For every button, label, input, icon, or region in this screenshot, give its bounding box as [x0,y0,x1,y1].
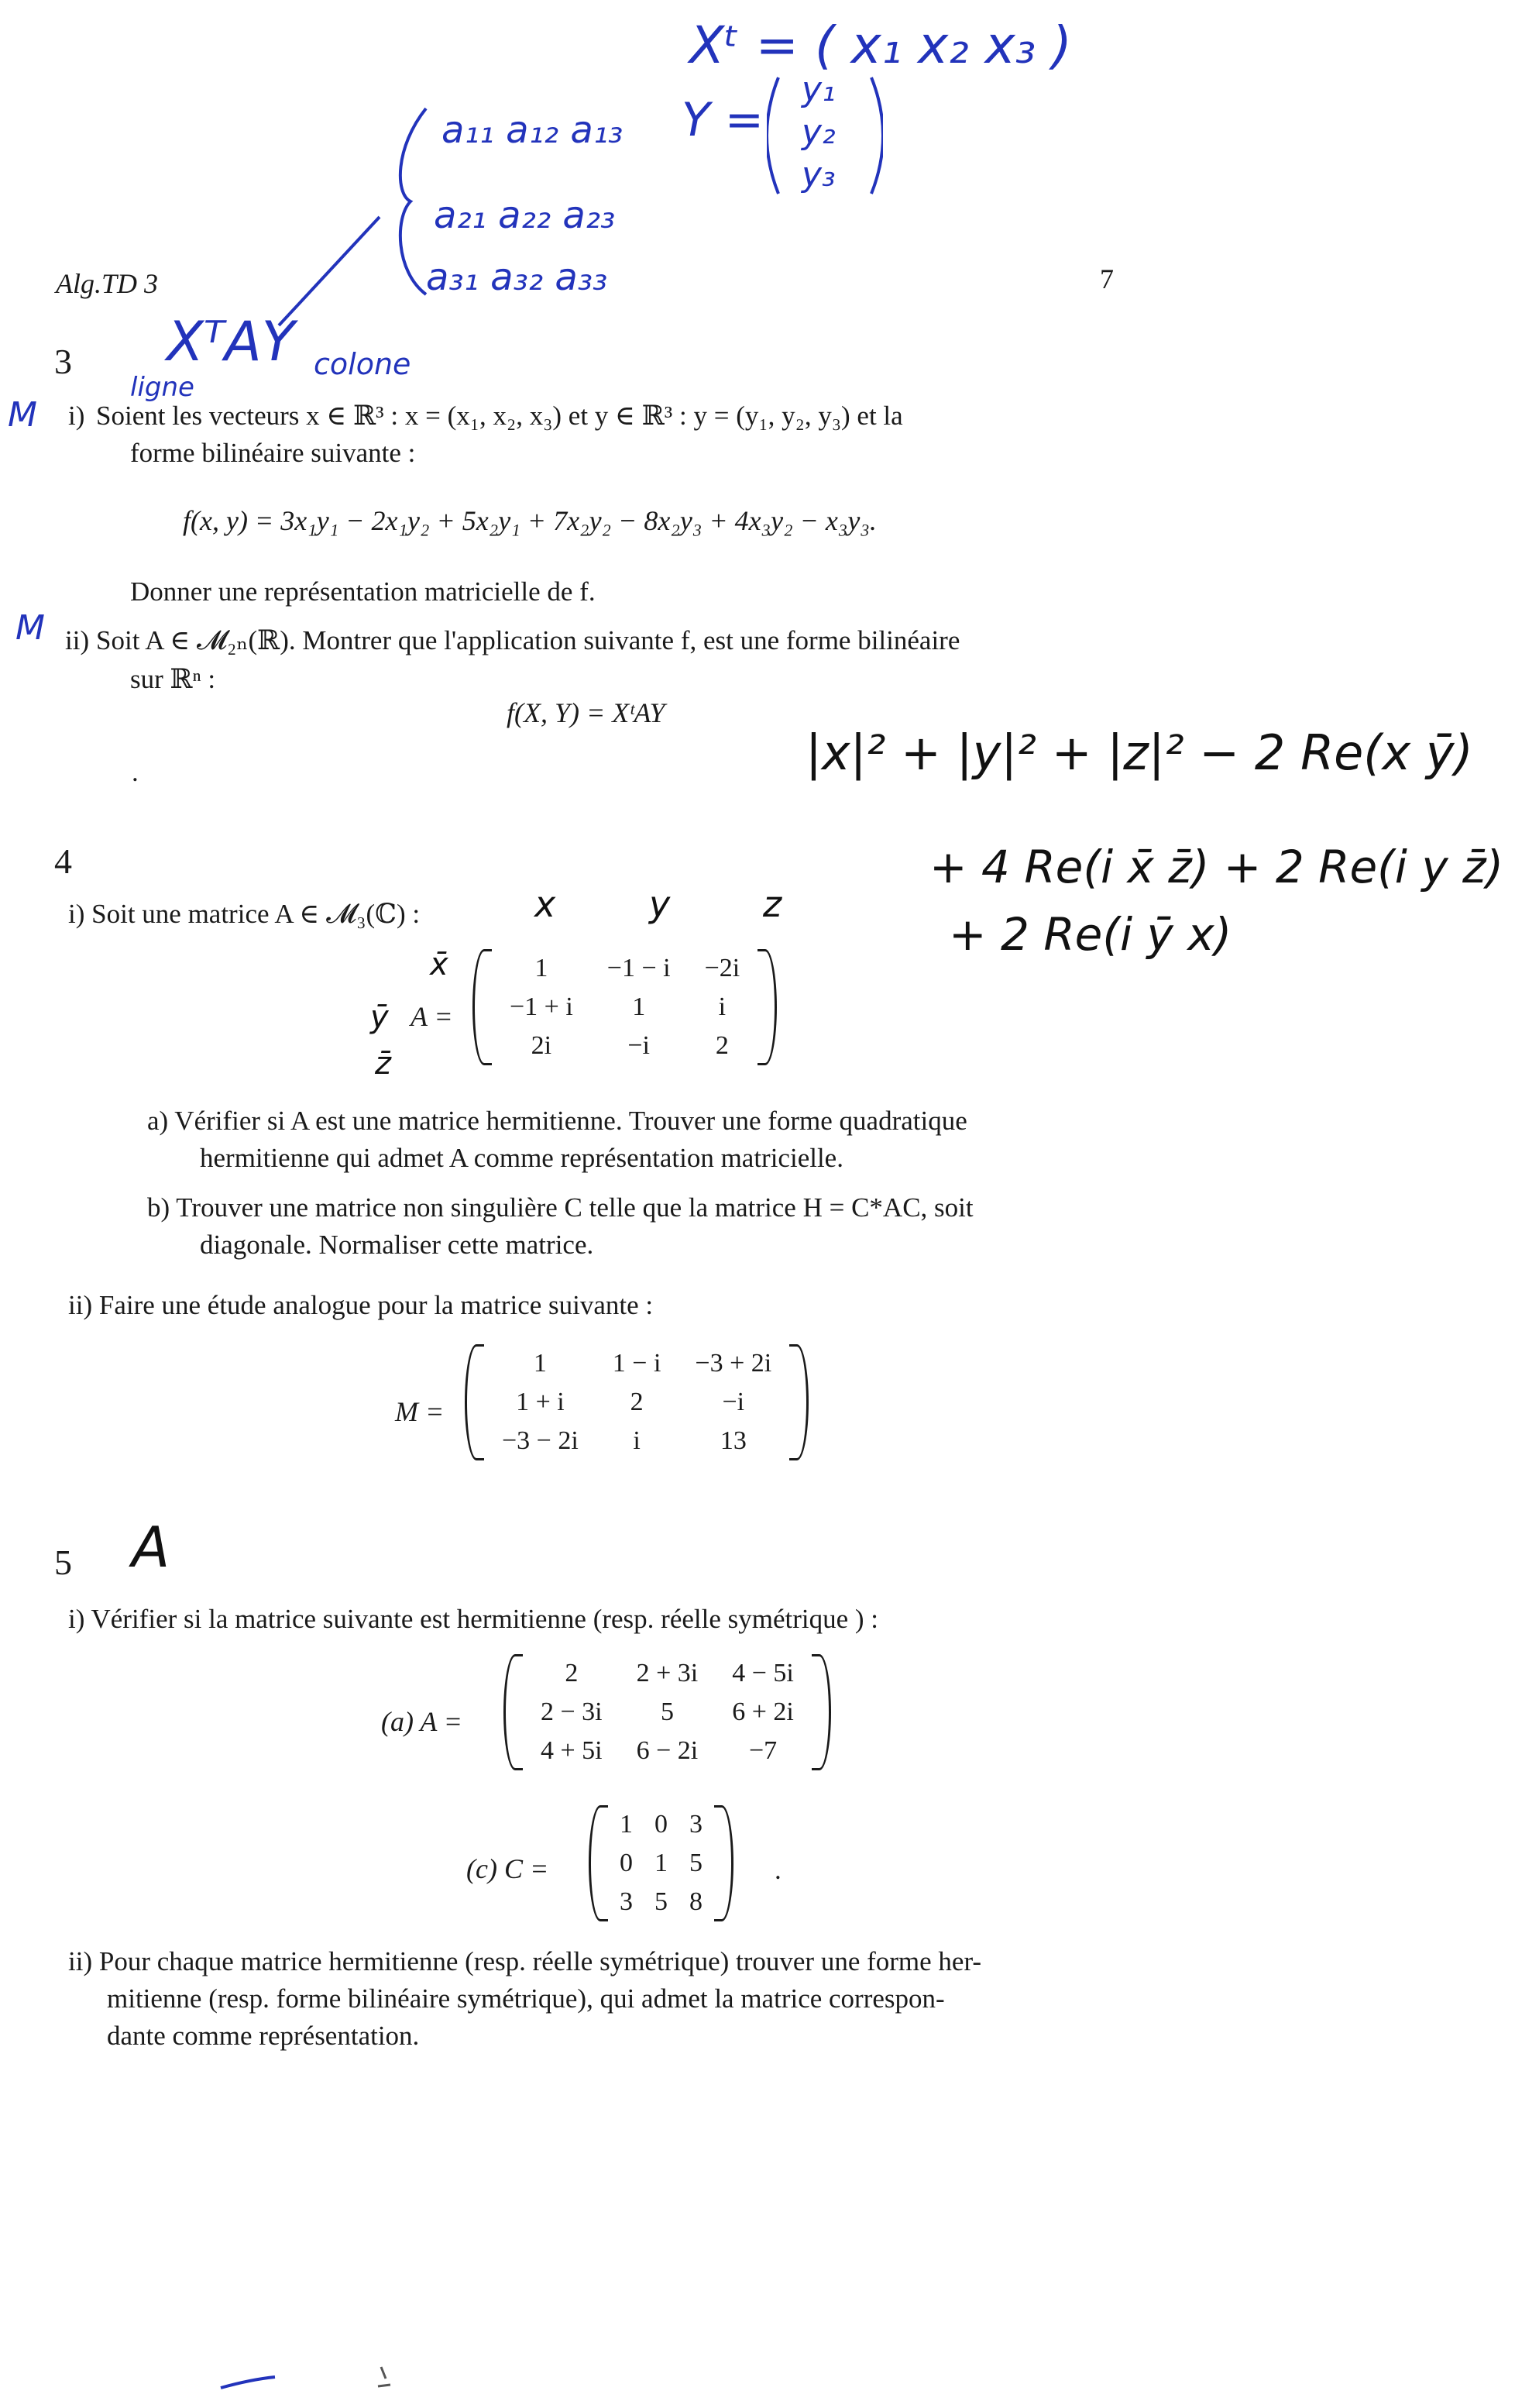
ex5-C-cell: 5 [654,1887,668,1916]
ex5-A-cell: 4 − 5i [732,1659,794,1687]
ex4-matrix-M-label: M = [395,1396,445,1427]
ex5-label-a: (a) A = [381,1706,462,1737]
handwritten-m-1: M [8,395,37,435]
ex4-M-cell: 13 [720,1426,747,1455]
ex3-item-i-line2: forme bilinéaire suivante : [130,438,416,468]
ex4-M-cell: −3 − 2i [502,1426,579,1455]
handwritten-xt-row: Xᵗ = ( x₁ x₂ x₃ ) [689,15,1072,75]
ex5-A-cell: 5 [660,1698,674,1726]
ex5-C-cell: 5 [689,1849,703,1877]
handwritten-a-row-1: a₁₁ a₁₂ a₁₃ [441,108,624,152]
handwritten-ligne: ligne [130,372,194,403]
ex4-M-cell: 1 − i [612,1349,661,1378]
ex5-label-c: (c) C = [466,1853,549,1884]
ex3-item-ii-line1: Soit A ∈ 𝓜₂ₙ(ℝ). Montrer que l'application suivante f, est une forme bilinéaire [96,625,960,655]
ex5-matrix-A [503,1654,831,1770]
ex5-A-cell: −7 [748,1736,778,1765]
ex3-item-i-question: Donner une représentation matricielle de f. [130,576,596,607]
page-number: 7 [1100,263,1114,294]
ex4-A-cell: 2 [715,1031,729,1060]
exercise-4-number: 4 [54,841,72,881]
ex5-A-cell: 6 − 2i [636,1736,699,1765]
ex3-item-ii-number: ii) [65,625,90,655]
ex3-formula-2: f(X, Y) = XᵗAY [507,697,665,728]
ex5-C-cell: 0 [620,1849,633,1877]
ex4-A-cell: 2i [531,1031,552,1060]
handwritten-row-x: x̄ [430,947,448,982]
ex5-A-cell: 6 + 2i [732,1698,794,1726]
ex3-item-ii-line2: sur ℝⁿ : [130,664,216,694]
ex4-b-line1: b) Trouver une matrice non singulière C telle que la matrice H = C*AC, soit [147,1192,974,1223]
ex5-matrix-c-period: . [775,1855,782,1885]
ex4-a-line1: a) Vérifier si A est une matrice hermitienne. Trouver une forme quadratique [147,1106,967,1136]
handwritten-col-z: z [763,883,782,925]
ex5-A-cell: 2 + 3i [636,1659,699,1687]
ex3-formula: f(x, y) = 3x₁y₁ − 2x₁y₂ + 5x₂y₁ + 7x₂y₂ − 8x₂y₃ + 4x₃y₂ − x₃y₃. [183,505,877,536]
handwritten-col-x: x [534,883,556,925]
ex4-A-cell: i [718,992,727,1021]
ex5-C-cell: 8 [689,1887,703,1916]
ex5-item-i: i) Vérifier si la matrice suivante est hermitienne (resp. réelle symétrique ) : [68,1604,879,1634]
handwritten-triangle-a: A [132,1515,170,1580]
ex5-C-cell: 3 [620,1887,633,1916]
ex5-C-cell: 3 [689,1810,703,1839]
handwritten-xtay: XᵀAY [167,310,295,373]
handwritten-col-y: y [649,883,671,925]
exercise-5-number: 5 [54,1543,72,1582]
handwritten-colone: colone [314,347,411,381]
ex4-A-cell: −2i [704,954,740,982]
handwritten-y3: y₃ [802,155,836,194]
ex3-stray-dot: . [132,757,139,787]
ex4-matrix-label: A = [411,1001,453,1032]
handwritten-a-row-3: a₃₁ a₃₂ a₃₃ [426,256,608,299]
ex4-M-cell: 2 [630,1388,644,1416]
ex5-ii-line1: ii) Pour chaque matrice hermitienne (resp. réelle symétrique) trouver une forme her- [68,1946,982,1976]
ex3-item-i-line1: Soient les vecteurs x ∈ ℝ³ : x = (x₁, x₂, x₃) et y ∈ ℝ³ : y = (y₁, y₂, y₃) et la [96,401,903,431]
ex4-a-line2: hermitienne qui admet A comme représentation matricielle. [200,1143,843,1173]
ex4-M-cell: 1 + i [516,1388,565,1416]
ex5-C-cell: 1 [620,1810,633,1839]
handwritten-y-equals: Y = [682,93,764,147]
handwritten-y1: y₁ [802,70,836,109]
ex5-A-cell: 2 [565,1659,579,1687]
ex4-M-cell: 1 [533,1349,547,1378]
ex4-M-cell: i [633,1426,641,1455]
ex5-ii-line2: mitienne (resp. forme bilinéaire symétrique), qui admet la matrice correspon- [107,1983,945,2014]
ex4-M-cell: −i [722,1388,745,1416]
ex4-A-cell: −1 − i [606,954,671,982]
ex5-matrix-C [589,1805,733,1921]
ex4-matrix-M [465,1344,809,1460]
ex4-M-cell: −3 + 2i [695,1349,772,1378]
ex4-A-cell: −i [627,1031,650,1060]
handwritten-y-vector [767,70,883,201]
pen-mark [217,2371,279,2394]
ex5-A-cell: 2 − 3i [541,1698,603,1726]
handwritten-expression-line2: + 4 Re(i x̄ z̄) + 2 Re(i y z̄) [929,841,1504,893]
ex3-item-i-number: i) [68,401,85,431]
ex4-item-i: i) Soit une matrice A ∈ 𝓜₃(ℂ) : [68,899,421,929]
exercise-3-number: 3 [54,342,72,381]
ex4-item-ii: ii) Faire une étude analogue pour la matrice suivante : [68,1290,654,1320]
ex5-C-cell: 1 [654,1849,668,1877]
handwritten-expression-line3: + 2 Re(i ȳ x) [949,908,1232,961]
handwritten-a-row-2: a₂₁ a₂₂ a₂₃ [434,194,616,237]
handwritten-m-2: M [15,608,45,648]
ex5-C-cell: 0 [654,1810,668,1839]
ex5-A-cell: 4 + 5i [541,1736,603,1765]
handwritten-row-y: ȳ [370,999,389,1035]
header-title: Alg.TD 3 [56,268,159,299]
ex5-ii-line3: dante comme représentation. [107,2021,420,2051]
handwritten-expression-line1: |x|² + |y|² + |z|² − 2 Re(x ȳ) [806,724,1473,781]
handwritten-row-z: z̄ [375,1046,391,1082]
ex4-A-cell: −1 + i [510,992,573,1021]
handwritten-y2: y₂ [802,112,836,152]
pen-mark [372,2363,395,2394]
ex4-A-cell: 1 [534,954,548,982]
ex4-b-line2: diagonale. Normaliser cette matrice. [200,1230,594,1260]
ex4-matrix-A [472,949,777,1065]
ex4-A-cell: 1 [632,992,646,1021]
